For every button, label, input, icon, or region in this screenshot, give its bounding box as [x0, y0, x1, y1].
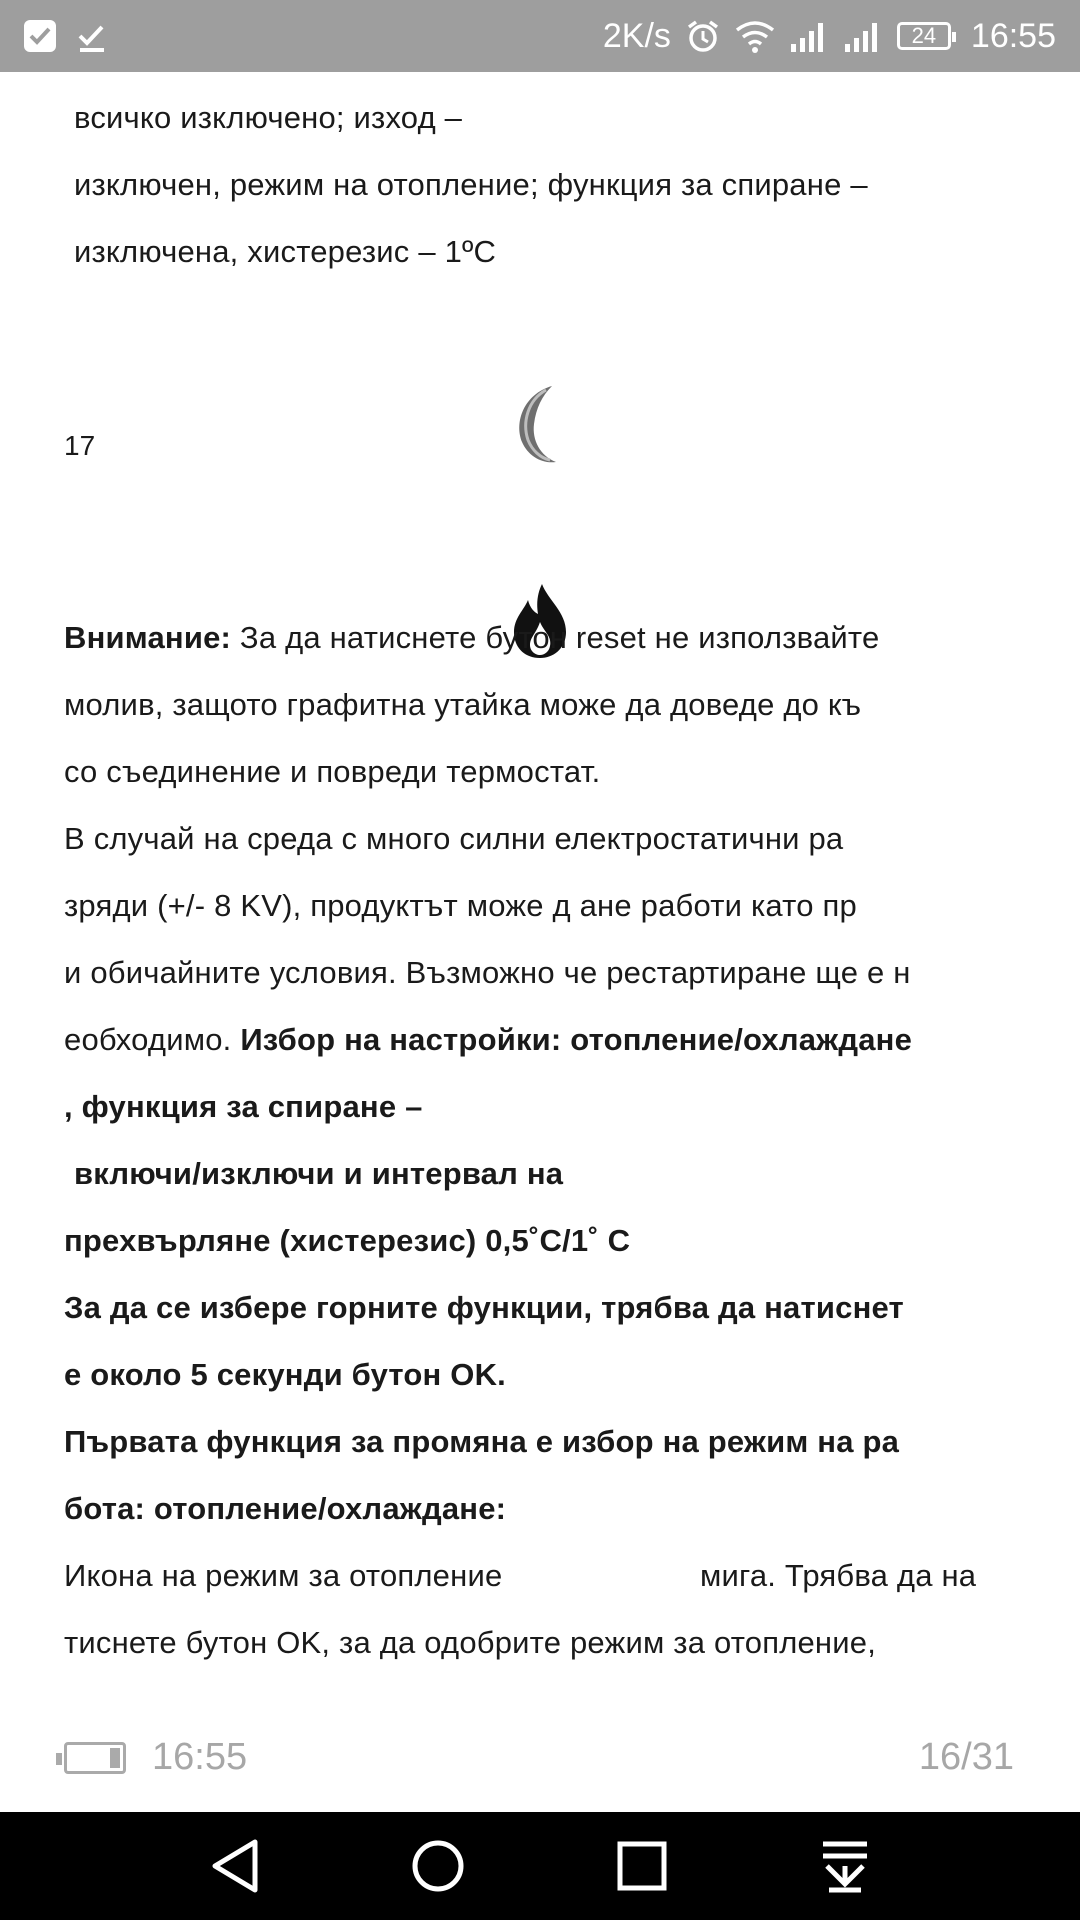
status-time: 16:55: [970, 16, 1056, 55]
page-number: 17: [64, 430, 96, 461]
home-icon: [410, 1838, 466, 1894]
wifi-icon: [735, 18, 775, 54]
navigation-bar: [0, 1812, 1080, 1920]
network-speed: 2K/s: [602, 16, 671, 55]
doc-line: прехвърляне (хистерезис) 0,5˚C/1˚ C: [64, 1223, 631, 1258]
back-button[interactable]: [200, 1834, 270, 1898]
doc-line: е около 5 секунди бутон OK.: [64, 1357, 506, 1392]
doc-line: За да се избере горните функции, трябва да натиснет: [64, 1290, 904, 1325]
moon-icon: [510, 384, 570, 471]
doc-line: В случай на среда с много силни електростатични ра: [64, 821, 844, 856]
doc-line: изключен, режим на отопление; функция за спиране –: [74, 167, 868, 202]
reader-footer: [0, 1730, 1080, 1794]
download-done-icon: [74, 18, 110, 59]
home-button[interactable]: [403, 1834, 473, 1898]
doc-line: [64, 618, 879, 658]
doc-text: еобходимо.: [64, 1022, 241, 1057]
signal-icon-1: [789, 20, 829, 52]
page-indicator: 16/31: [918, 1736, 1014, 1778]
doc-line: со съединение и повреди термостат.: [64, 754, 601, 789]
doc-line: мига. Трябва да на: [700, 1558, 977, 1593]
recents-button[interactable]: [607, 1834, 677, 1898]
doc-line: , функция за спиране –: [64, 1089, 423, 1124]
alarm-icon: [685, 18, 721, 54]
status-notifications: [22, 18, 110, 59]
doc-line: всичко изключено; изход –: [74, 100, 463, 135]
reader-time: 16:55: [152, 1736, 248, 1778]
status-indicators: [603, 0, 1056, 72]
notification-pull-button[interactable]: [810, 1834, 880, 1898]
doc-line: Първата функция за промяна е избор на режим на ра: [64, 1424, 900, 1459]
doc-line: изключена, хистерезис – 1ºC: [74, 234, 497, 269]
status-bar: [0, 0, 1080, 72]
doc-text: За да натиснете бутон reset не използвайте: [231, 620, 880, 655]
doc-heading: Избор на настройки: отопление/охлаждане: [240, 1022, 913, 1057]
doc-line: бота: отопление/охлаждане:: [64, 1491, 507, 1526]
document-page[interactable]: [0, 72, 1080, 1692]
doc-line: молив, защото графитна утайка може да доведе до къ: [64, 687, 862, 722]
back-icon: [209, 1838, 261, 1894]
checkbox-icon: [22, 18, 58, 59]
reader-battery-icon: [64, 1742, 126, 1774]
signal-icon-2: [843, 20, 883, 52]
notification-pull-icon: [819, 1838, 871, 1894]
doc-line: [64, 1020, 912, 1060]
recents-icon: [616, 1840, 668, 1892]
battery-icon: 24: [897, 22, 951, 50]
doc-line: тиснете бутон OK, за да одобрите режим за отопление,: [64, 1625, 877, 1660]
warning-label: Внимание:: [64, 620, 232, 655]
doc-line: зряди (+/- 8 KV), продуктът може д ане работи като пр: [64, 888, 857, 923]
doc-line: Икона на режим за отопление: [64, 1558, 503, 1593]
doc-line: и обичайните условия. Възможно че рестартиране ще е н: [64, 955, 911, 990]
doc-line: включи/изключи и интервал на: [74, 1156, 564, 1191]
